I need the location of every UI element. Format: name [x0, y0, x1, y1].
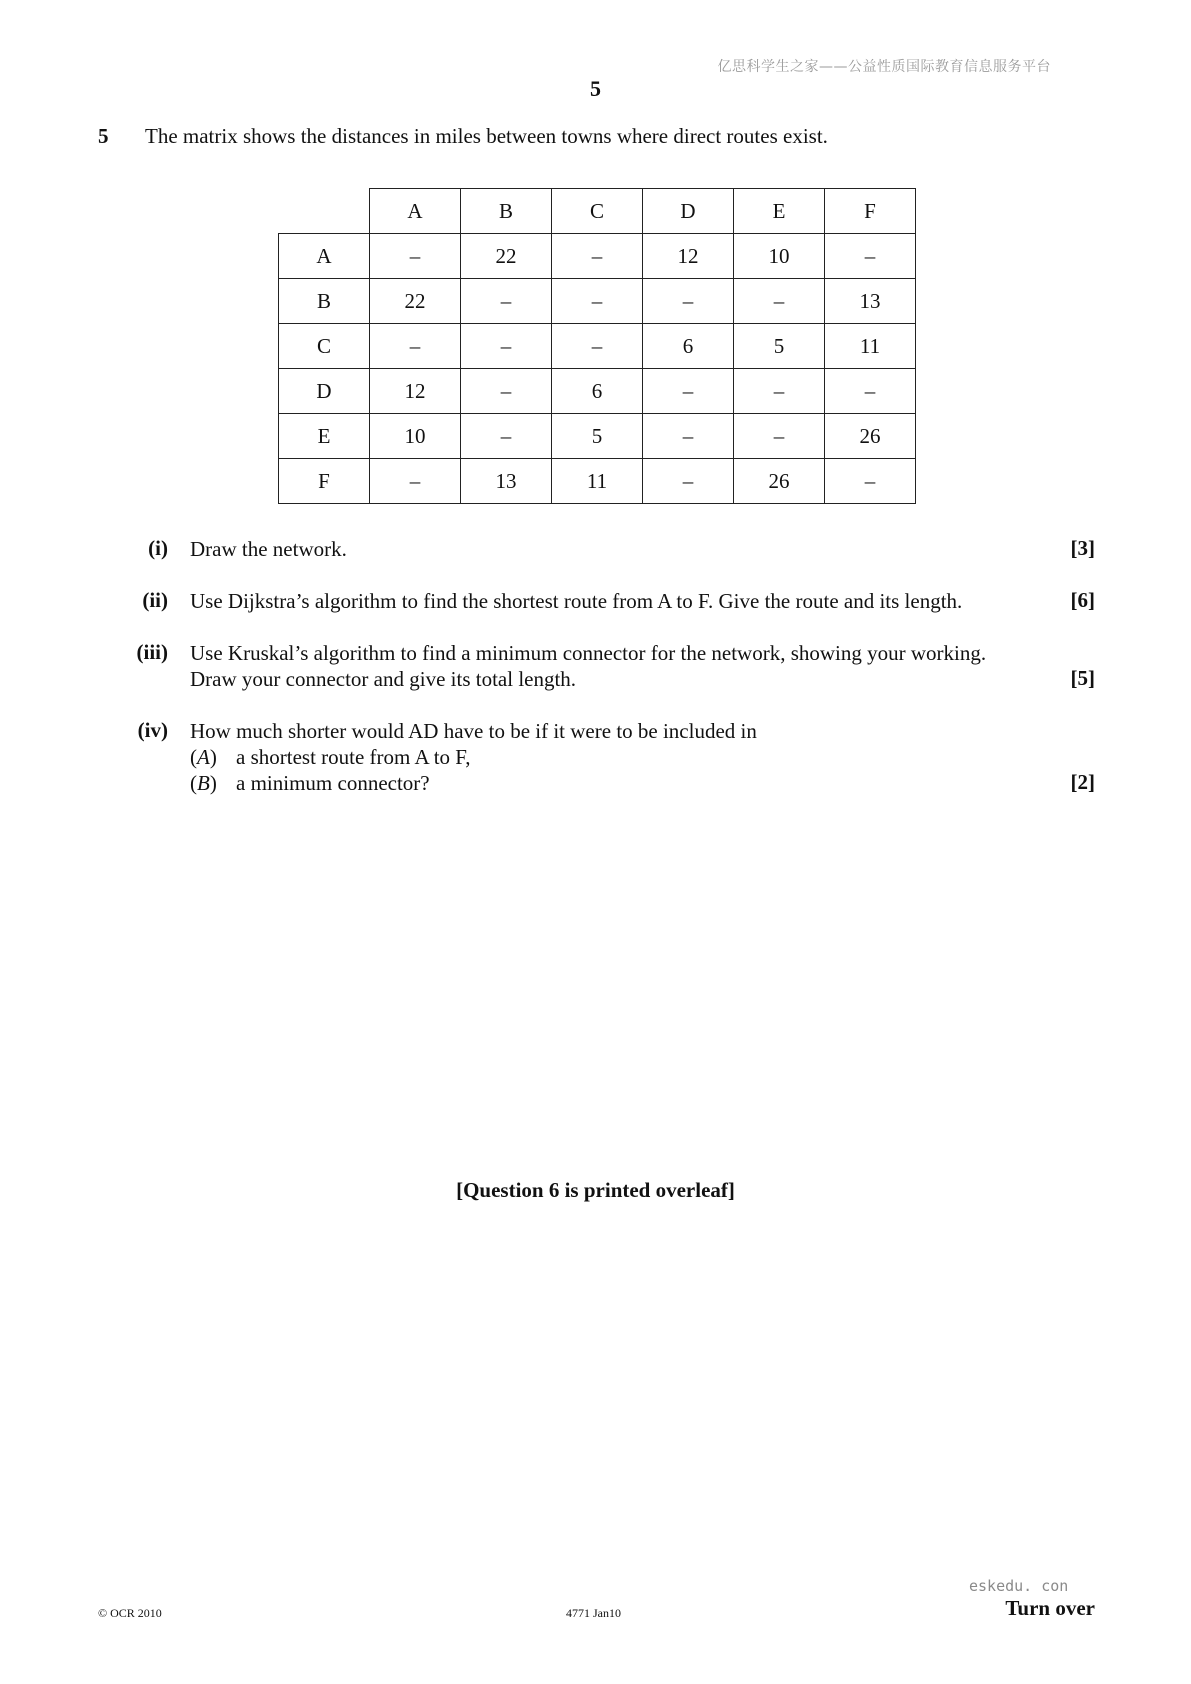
overleaf-notice: [Question 6 is printed overleaf] [456, 1178, 735, 1202]
matrix-cell: 11 [825, 324, 916, 369]
matrix-cell: – [370, 324, 461, 369]
part-text [190, 536, 347, 562]
part-text [190, 718, 757, 796]
matrix-row-b [279, 279, 916, 324]
matrix-cell: – [825, 234, 916, 279]
matrix-col-header: D [643, 189, 734, 234]
matrix-row-header: C [279, 324, 370, 369]
matrix-row-header: A [279, 234, 370, 279]
matrix-row-d [279, 369, 916, 414]
matrix-col-header: A [370, 189, 461, 234]
matrix-cell: – [643, 369, 734, 414]
distance-matrix [278, 188, 916, 504]
matrix-cell: – [461, 324, 552, 369]
matrix-cell: – [370, 234, 461, 279]
matrix-cell: 10 [734, 234, 825, 279]
matrix-col-header: F [825, 189, 916, 234]
part-line: Draw your connector and give its total length. [190, 667, 577, 691]
part-text [190, 640, 986, 692]
part-mark: [6] [1070, 588, 1095, 612]
matrix-cell: – [643, 414, 734, 459]
turn-over: Turn over [1005, 1596, 1095, 1620]
matrix-cell: – [552, 279, 643, 324]
matrix-cell: 6 [643, 324, 734, 369]
matrix-row-header: E [279, 414, 370, 459]
part-label: (ii) [142, 588, 168, 612]
matrix-cell: 26 [734, 459, 825, 504]
matrix-cell: – [734, 279, 825, 324]
matrix-col-header: B [461, 189, 552, 234]
part-text [190, 588, 962, 614]
footer-code: 4771 Jan10 [566, 1606, 621, 1620]
matrix-row-header: D [279, 369, 370, 414]
matrix-header-row [279, 189, 916, 234]
subpart-text: a shortest route from A to F, [236, 745, 471, 769]
matrix-cell: – [370, 459, 461, 504]
matrix-cell: 5 [734, 324, 825, 369]
matrix-row-c [279, 324, 916, 369]
part-mark: [3] [1070, 536, 1095, 560]
matrix-cell: – [643, 459, 734, 504]
part-line: Use Kruskal’s algorithm to find a minimum connector for the network, showing your working. [190, 641, 987, 665]
question-intro: The matrix shows the distances in miles between towns where direct routes exist. [145, 124, 828, 148]
matrix-cell: 13 [825, 279, 916, 324]
matrix-cell: 10 [370, 414, 461, 459]
page-number: 5 [590, 76, 601, 101]
watermark-header: 亿思科学生之家——公益性质国际教育信息服务平台 [717, 59, 1051, 75]
part-mark: [2] [1070, 770, 1095, 794]
matrix-row-header: B [279, 279, 370, 324]
matrix-cell: – [461, 414, 552, 459]
matrix-cell: 5 [552, 414, 643, 459]
matrix-cell: – [461, 369, 552, 414]
footer-copyright: © OCR 2010 [98, 1606, 162, 1620]
matrix-row-a [279, 234, 916, 279]
matrix-cell: 12 [643, 234, 734, 279]
matrix-cell: 22 [370, 279, 461, 324]
part-line: Use Dijkstra’s algorithm to find the shortest route from A to F. Give the route and its length. [190, 589, 963, 613]
matrix-row-header: F [279, 459, 370, 504]
subpart-label: (A) [190, 745, 217, 769]
subpart-text: a minimum connector? [236, 771, 430, 795]
matrix-cell: – [461, 279, 552, 324]
matrix-cell: 6 [552, 369, 643, 414]
matrix-cell: 12 [370, 369, 461, 414]
matrix-cell: – [825, 459, 916, 504]
subpart-b [190, 770, 757, 796]
matrix-cell: – [734, 369, 825, 414]
matrix-cell: 13 [461, 459, 552, 504]
part-label: (i) [148, 536, 168, 560]
matrix-cell: – [552, 234, 643, 279]
matrix-cell: – [825, 369, 916, 414]
matrix-cell: 26 [825, 414, 916, 459]
matrix-cell: – [643, 279, 734, 324]
matrix-cell: – [734, 414, 825, 459]
subpart-label: (B) [190, 771, 217, 795]
matrix-row-e [279, 414, 916, 459]
matrix-col-header: E [734, 189, 825, 234]
part-label: (iv) [137, 718, 168, 742]
matrix-cell: 22 [461, 234, 552, 279]
part-label: (iii) [136, 640, 168, 664]
part-line: Draw the network. [190, 537, 347, 561]
subpart-a [190, 744, 757, 770]
question-number: 5 [98, 124, 109, 148]
part-line: How much shorter would AD have to be if it were to be included in [190, 719, 757, 743]
matrix-cell: – [552, 324, 643, 369]
watermark-footer: eskedu. con [969, 1577, 1069, 1595]
matrix-cell: 11 [552, 459, 643, 504]
matrix-row-f [279, 459, 916, 504]
part-mark: [5] [1070, 666, 1095, 690]
matrix-corner [279, 189, 370, 234]
matrix-col-header: C [552, 189, 643, 234]
